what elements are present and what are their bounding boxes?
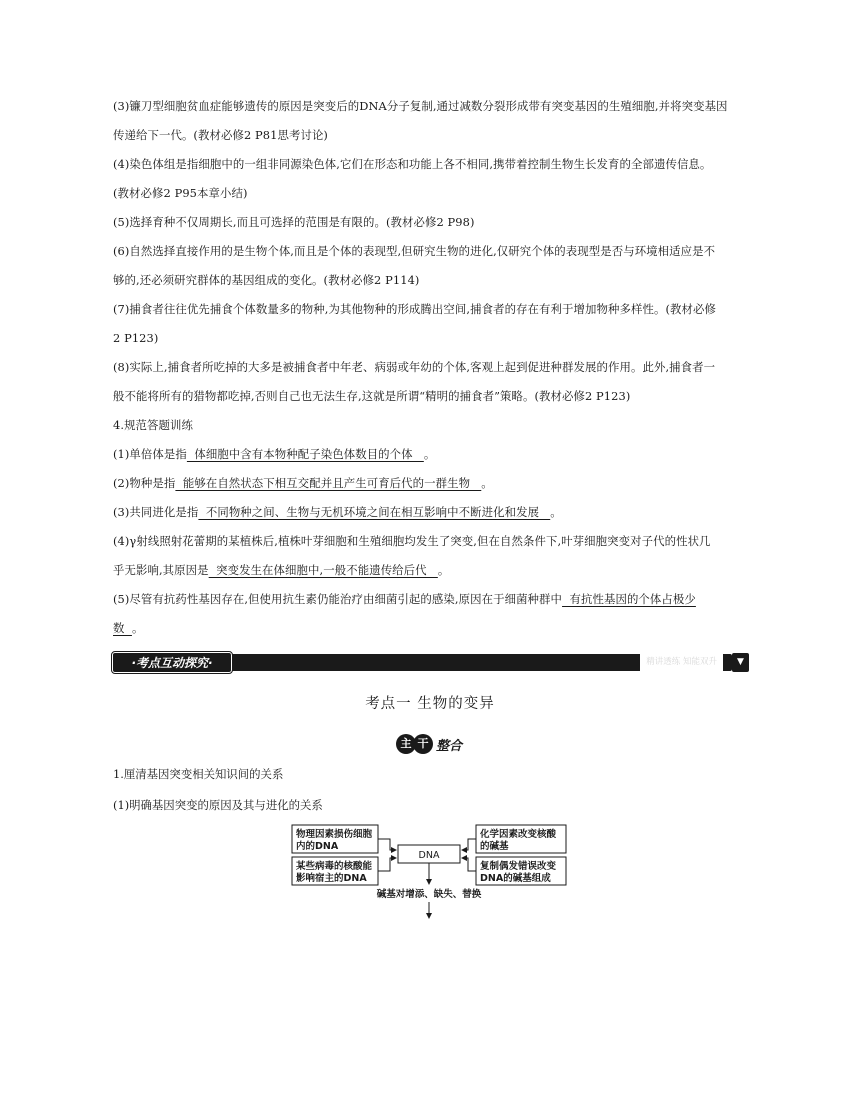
question-3-prompt: (3)共同进化是指 bbox=[113, 505, 199, 519]
paragraph-3-line-2: 传递给下一代。(教材必修2 P81思考讨论) bbox=[113, 128, 328, 142]
question-4-line-1: (4)γ射线照射花蕾期的某植株后,植株叶芽细胞和生殖细胞均发生了突变,但在自然条件下,叶芽细胞突变对子代的性状几 bbox=[113, 534, 711, 548]
box-replication-line-1: 复制偶发错误改变 bbox=[480, 861, 557, 872]
question-4-end: 。 bbox=[437, 563, 450, 577]
question-2-end: 。 bbox=[481, 476, 493, 490]
paragraph-7-line-1: (7)捕食者往往优先捕食个体数量多的物种,为其他物种的形成腾出空间,捕食者的存在有利于增加物种多样性。(教材必修 bbox=[113, 302, 716, 316]
box-physical-factors-line-2: 内的DNA bbox=[296, 841, 339, 852]
paragraph-6-line-2: 够的,还必须研究群体的基因组成的变化。(教材必修2 P114) bbox=[113, 273, 420, 287]
integration-heading bbox=[396, 733, 462, 755]
question-4-line-2 bbox=[113, 556, 753, 585]
question-1-answer: 体细胞中含有本物种配子染色体数目的个体 bbox=[186, 447, 424, 461]
question-1 bbox=[113, 440, 753, 469]
question-5-end: 。 bbox=[131, 621, 144, 635]
box-dna-label: DNA bbox=[418, 850, 440, 861]
section-title: 考点一 生物的变异 bbox=[365, 696, 495, 712]
question-2 bbox=[113, 469, 753, 498]
paragraph-4-line-2: (教材必修2 P95本章小结) bbox=[113, 186, 248, 200]
box-replication-line-2: DNA的碱基组成 bbox=[480, 873, 551, 884]
box-virus-line-2: 影响宿主的DNA bbox=[296, 873, 367, 884]
box-chemical-line-1: 化学因素改变核酸 bbox=[480, 829, 557, 840]
paragraph-4-line-1: (4)染色体组是指细胞中的一组非同源染色体,它们在形态和功能上各不相同,携带着控制生物生长发育的全部遗传信息。 bbox=[113, 157, 712, 171]
question-1-prompt: (1)单倍体是指 bbox=[113, 447, 187, 461]
integration-word: 整合 bbox=[436, 738, 463, 754]
diagram-bottom-label: 碱基对增添、缺失、替换 bbox=[376, 889, 482, 900]
arrow-physical-to-dna bbox=[378, 839, 396, 850]
mutation-cause-diagram bbox=[290, 822, 580, 922]
question-2-answer: 能够在自然状态下相互交配并且产生可育后代的一群生物 bbox=[175, 476, 482, 490]
main-content bbox=[113, 92, 753, 643]
question-4-answer: 突变发生在体细胞中,一般不能遗传给后代 bbox=[208, 563, 438, 577]
question-4-prompt: 乎无影响,其原因是 bbox=[113, 563, 209, 577]
banner-arrow-icon: ▼ bbox=[732, 653, 749, 672]
question-5-answer-part-2: 数 bbox=[113, 621, 132, 635]
arrow-chemical-to-dna bbox=[462, 839, 476, 850]
question-5-prompt: (5)尽管有抗药性基因存在,但使用抗生素仍能治疗由细菌引起的感染,原因在于细菌种群中 bbox=[113, 592, 563, 606]
question-2-prompt: (2)物种是指 bbox=[113, 476, 176, 490]
banner-tagline: 精讲透练 知能双升 bbox=[640, 654, 723, 671]
integration-char-1: 主 bbox=[396, 734, 416, 754]
question-5-answer-part-1: 有抗性基因的个体占极少 bbox=[562, 592, 696, 606]
box-virus-line-1: 某些病毒的核酸能 bbox=[296, 861, 373, 872]
banner-label: ·考点互动探究· bbox=[112, 652, 232, 673]
paragraph-5: (5)选择育种不仅周期长,而且可选择的范围是有限的。(教材必修2 P98) bbox=[113, 215, 475, 229]
question-3 bbox=[113, 498, 753, 527]
box-chemical-line-2: 的碱基 bbox=[480, 841, 509, 852]
paragraph-6-line-1: (6)自然选择直接作用的是生物个体,而且是个体的表现型,但研究生物的进化,仅研究个体的表现型是否与环境相适应是不 bbox=[113, 244, 716, 258]
question-3-answer: 不同物种之间、生物与无机环境之间在相互影响中不断进化和发展 bbox=[198, 505, 551, 519]
section-banner bbox=[112, 652, 749, 673]
paragraph-8-line-1: (8)实际上,捕食者所吃掉的大多是被捕食者中年老、病弱或年幼的个体,客观上起到促进种群发展的作用。此外,捕食者一 bbox=[113, 360, 716, 374]
box-physical-factors-line-1: 物理因素损伤细胞 bbox=[296, 829, 373, 840]
question-5-line-2 bbox=[113, 614, 753, 643]
question-1-end: 。 bbox=[423, 447, 436, 461]
question-5-line-1 bbox=[113, 585, 753, 614]
paragraph-3-line-1: (3)镰刀型细胞贫血症能够遗传的原因是突变后的DNA分子复制,通过减数分裂形成带有突变基因的生殖细胞,并将突变基因 bbox=[113, 99, 728, 113]
question-3-end: 。 bbox=[550, 505, 562, 519]
subheading-2: (1)明确基因突变的原因及其与进化的关系 bbox=[113, 798, 323, 812]
integration-char-2: 干 bbox=[413, 734, 433, 754]
section-4-heading: 4.规范答题训练 bbox=[113, 418, 194, 432]
arrow-replication-to-dna bbox=[462, 858, 476, 871]
subheading-1: 1.厘清基因突变相关知识间的关系 bbox=[113, 767, 284, 781]
arrow-virus-to-dna bbox=[378, 858, 396, 871]
paragraph-8-line-2: 般不能将所有的猎物都吃掉,否则自己也无法生存,这就是所谓“精明的捕食者”策略。(教材必修2 P123) bbox=[113, 389, 631, 403]
paragraph-7-line-2: 2 P123) bbox=[113, 331, 159, 345]
